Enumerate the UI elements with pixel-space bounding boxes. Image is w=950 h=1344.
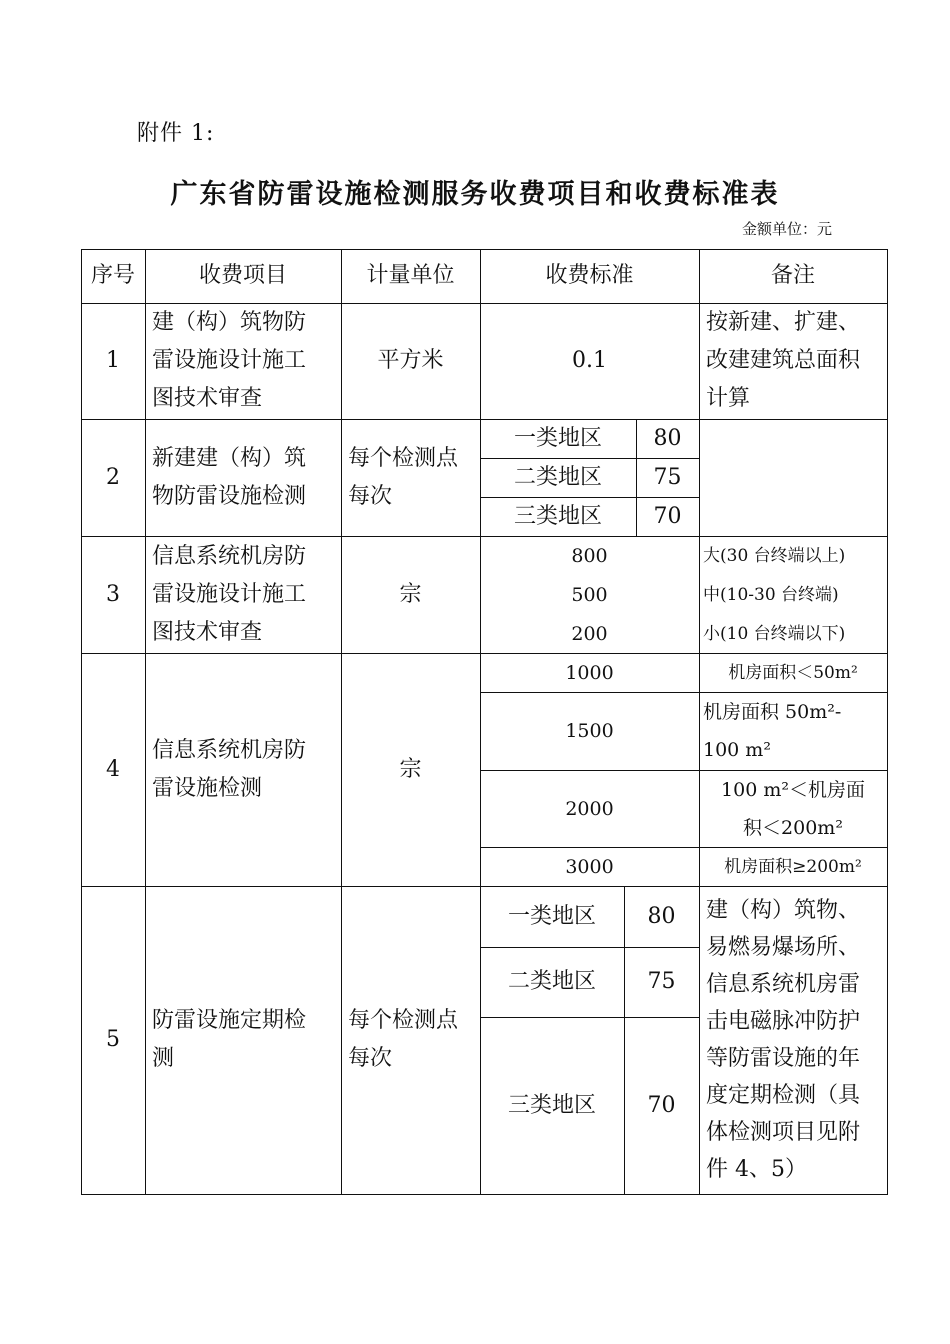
attachment-label: 附件 1: bbox=[137, 121, 215, 146]
document-title: 广东省防雷设施检测服务收费项目和收费标准表 bbox=[170, 179, 780, 210]
row1-fee: 0.1 bbox=[572, 348, 607, 373]
row3-fee-3: 200 bbox=[571, 622, 608, 645]
row4-note-3: 100 m²＜机房面 积＜200m² bbox=[721, 778, 865, 839]
row1-note: 按新建、扩建、 改建建筑总面积 计算 bbox=[706, 310, 861, 411]
row5-fee-3: 70 bbox=[647, 1092, 676, 1118]
row4-item: 信息系统机房防 雷设施检测 bbox=[152, 737, 307, 801]
header-note: 备注 bbox=[770, 263, 815, 288]
header-no: 序号 bbox=[90, 263, 135, 288]
row1-no: 1 bbox=[106, 348, 120, 373]
grid-line bbox=[81, 1194, 888, 1195]
row5-note: 建（构）筑物、 易燃易爆场所、 信息系统机房雷 击电磁脉冲防护 等防雷设施的年 度定期检测（具 体检测项目见附 件 4、5） bbox=[706, 898, 861, 1182]
row3-note-2: 中(10-30 台终端) bbox=[703, 584, 839, 605]
row2-area-3: 三类地区 bbox=[513, 503, 602, 529]
row3-item: 信息系统机房防 雷设施设计施工 图技术审查 bbox=[152, 543, 307, 645]
row1-unit: 平方米 bbox=[377, 348, 444, 373]
header-fee: 收费标准 bbox=[545, 263, 634, 288]
row4-fee-2: 1500 bbox=[565, 720, 614, 742]
row4-note-1: 机房面积＜50m² bbox=[728, 662, 858, 683]
row5-unit: 每个检测点 每次 bbox=[348, 1008, 459, 1071]
row5-no: 5 bbox=[106, 1027, 120, 1052]
row3-note-3: 小(10 台终端以下) bbox=[703, 623, 846, 644]
row3-fee-2: 500 bbox=[571, 583, 608, 606]
row3-no: 3 bbox=[106, 581, 120, 607]
row4-fee-1: 1000 bbox=[565, 661, 614, 684]
row4-note-2: 机房面积 50m²- 100 m² bbox=[703, 701, 842, 761]
row5-area-1: 一类地区 bbox=[507, 903, 596, 929]
row5-fee-1: 80 bbox=[647, 903, 676, 929]
row2-fee-3: 70 bbox=[653, 503, 682, 529]
row4-fee-3: 2000 bbox=[565, 797, 614, 820]
row2-fee-1: 80 bbox=[653, 425, 682, 451]
row2-no: 2 bbox=[106, 464, 120, 490]
row2-item: 新建建（构）筑 物防雷设施检测 bbox=[152, 445, 307, 509]
row2-unit: 每个检测点 每次 bbox=[348, 445, 459, 509]
row3-unit: 宗 bbox=[399, 581, 422, 607]
row3-fee-1: 800 bbox=[571, 544, 608, 567]
header-item: 收费项目 bbox=[198, 263, 287, 288]
unit-note: 金额单位：元 bbox=[741, 220, 832, 238]
row4-no: 4 bbox=[106, 756, 120, 782]
header-unit: 计量单位 bbox=[366, 263, 455, 288]
row5-fee-2: 75 bbox=[647, 969, 676, 994]
row3-note-1: 大(30 台终端以上) bbox=[703, 545, 846, 566]
row2-fee-2: 75 bbox=[653, 464, 682, 490]
row2-area-2: 二类地区 bbox=[513, 464, 602, 490]
row2-note bbox=[699, 419, 887, 536]
row5-area-2: 二类地区 bbox=[507, 969, 596, 994]
grid-line bbox=[887, 249, 888, 1195]
row2-area-1: 一类地区 bbox=[513, 425, 602, 451]
row4-unit: 宗 bbox=[399, 756, 422, 782]
row4-note-4: 机房面积≥200m² bbox=[724, 856, 862, 877]
row1-item: 建（构）筑物防 雷设施设计施工 图技术审查 bbox=[152, 310, 307, 411]
row4-fee-4: 3000 bbox=[565, 855, 614, 878]
fee-table bbox=[81, 249, 888, 1195]
row5-area-3: 三类地区 bbox=[507, 1092, 596, 1118]
row5-item: 防雷设施定期检 测 bbox=[152, 1008, 307, 1071]
